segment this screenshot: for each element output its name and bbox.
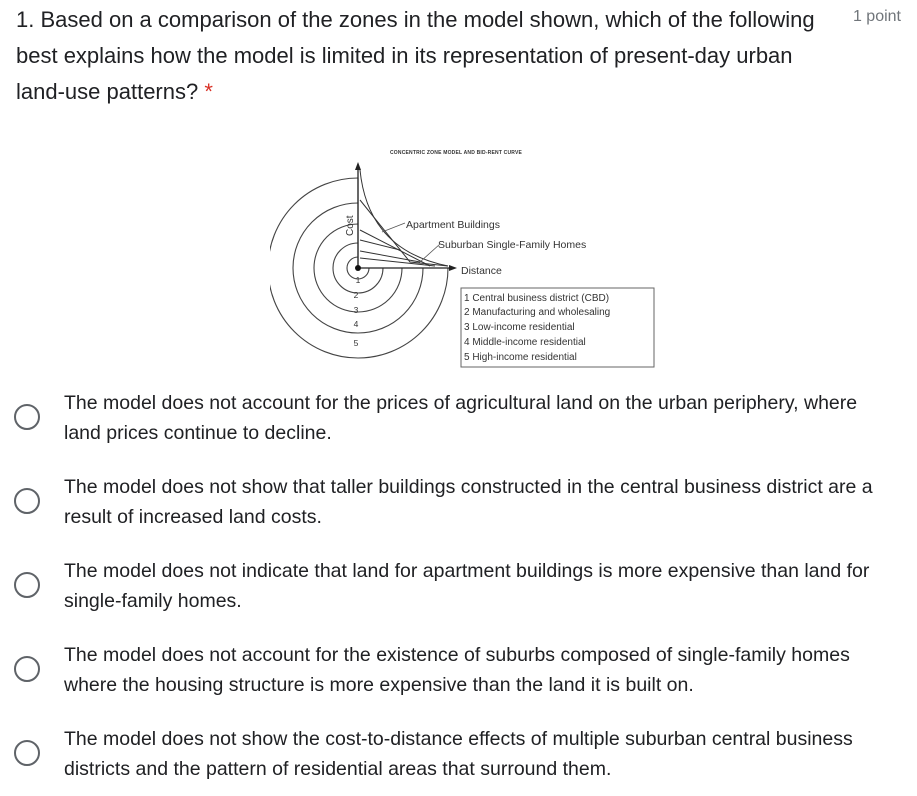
question-number: 1. — [16, 7, 41, 32]
legend-item-4: 4 Middle-income residential — [464, 337, 586, 348]
legend-item-5: 5 High-income residential — [464, 352, 577, 363]
radio-button[interactable] — [14, 404, 40, 430]
zone-number-5: 5 — [353, 338, 359, 348]
curve-label-apartments: Apartment Buildings — [406, 219, 500, 231]
bid-rent-curve-apartments — [360, 200, 448, 266]
concentric-zone-figure — [270, 140, 670, 375]
y-axis-label: Cost — [345, 215, 356, 236]
legend-item-3: 3 Low-income residential — [464, 322, 575, 333]
legend-item-2: 2 Manufacturing and wholesaling — [464, 307, 611, 318]
answer-option-5[interactable] — [14, 726, 904, 796]
points-label: 1 point — [852, 8, 901, 25]
radio-button[interactable] — [14, 740, 40, 766]
origin-dot — [355, 265, 361, 271]
option-label: The model does not show that taller buildings constructed in the central business district are a result of increased land costs. — [64, 476, 873, 528]
answer-option-1[interactable] — [14, 390, 904, 460]
answer-option-2[interactable] — [14, 474, 904, 544]
option-label: The model does not show the cost-to-distance effects of multiple suburban central business districts and the pattern of residential areas that surround them. — [64, 728, 853, 780]
y-axis-arrow — [355, 162, 361, 170]
figure-title: CONCENTRIC ZONE MODEL AND BID-RENT CURVE — [390, 150, 523, 156]
radio-button[interactable] — [14, 488, 40, 514]
curve-label-suburban: Suburban Single-Family Homes — [438, 239, 587, 251]
bid-rent-curve-cbd — [360, 170, 448, 266]
question-title — [16, 2, 816, 110]
required-marker: * — [204, 79, 213, 104]
zone-number-4: 4 — [353, 319, 359, 329]
option-label: The model does not account for the prices of agricultural land on the urban periphery, where land prices continue to decline. — [64, 392, 858, 444]
legend-item-1: 1 Central business district (CBD) — [464, 293, 610, 304]
option-label: The model does not indicate that land for apartment buildings is more expensive than land for single-family homes. — [64, 560, 870, 612]
radio-button[interactable] — [14, 656, 40, 682]
zone-number-3: 3 — [353, 305, 359, 315]
x-axis-label: Distance — [461, 265, 502, 277]
option-label: The model does not account for the existence of suburbs composed of single-family homes where the housing structure is more expensive than the land it is built on. — [64, 644, 850, 696]
bid-rent-curve-suburban — [360, 230, 430, 266]
x-axis-arrow — [449, 265, 457, 271]
answer-option-4[interactable] — [14, 642, 904, 712]
zone-number-1: 1 — [355, 275, 361, 285]
leader-suburban — [420, 244, 440, 262]
radio-button[interactable] — [14, 572, 40, 598]
leader-apartments — [382, 223, 405, 232]
zone-number-2: 2 — [353, 290, 359, 300]
question-text: Based on a comparison of the zones in the model shown, which of the following best explains how the model is limited in its representation of present-day urban land-use patterns? — [16, 7, 815, 104]
answer-option-3[interactable] — [14, 558, 904, 628]
